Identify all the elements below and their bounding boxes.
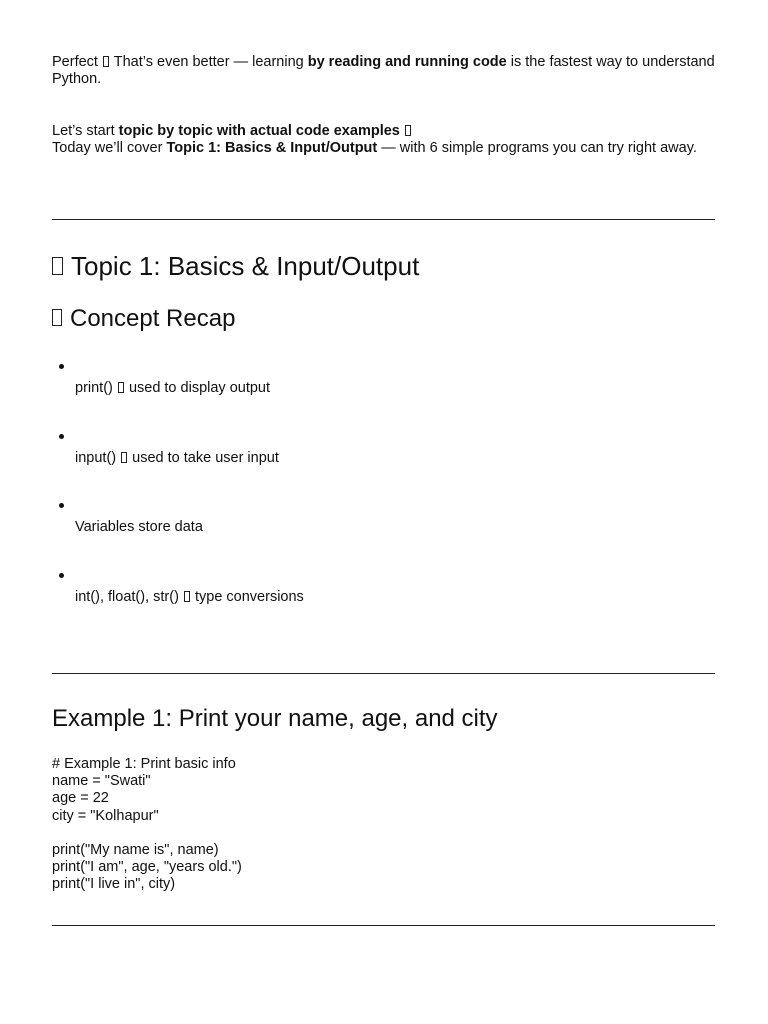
- code-line: city = "Kolhapur": [52, 807, 159, 824]
- list-item-text: [75, 380, 270, 397]
- list-item-desc: used to take user input: [132, 449, 279, 466]
- list-item-text: [75, 519, 203, 536]
- missing-glyph-icon: [52, 309, 62, 326]
- horizontal-divider: [52, 219, 715, 220]
- example-heading: Example 1: Print your name, age, and city: [52, 705, 498, 732]
- list-item-desc: used to display output: [128, 380, 271, 396]
- intro2-text-pre: Let’s start: [52, 123, 115, 139]
- intro-paragraph-2: [52, 123, 715, 157]
- intro-paragraph-1: [52, 54, 715, 88]
- intro3-text-pre: Today we’ll cover: [52, 140, 163, 156]
- concept-recap-heading-text: Concept Recap: [70, 305, 236, 332]
- missing-glyph-icon: [184, 591, 190, 602]
- missing-glyph-icon: [118, 382, 124, 393]
- missing-glyph-icon: [405, 125, 411, 136]
- intro3-text-post: — with 6 simple programs you can try right away.: [381, 140, 697, 156]
- code-line: print("I live in", city): [52, 876, 176, 893]
- list-item-text: [75, 589, 304, 606]
- code-line: print("My name is", name): [52, 842, 219, 859]
- list-item-text: [75, 450, 279, 467]
- missing-glyph-icon: [121, 452, 127, 463]
- list-item-code: print(): [75, 380, 113, 396]
- bullet-dot-icon: [59, 434, 64, 439]
- intro2-text-bold: topic by topic with actual code examples: [118, 123, 400, 139]
- code-line: # Example 1: Print basic info: [52, 756, 236, 772]
- missing-glyph-icon: [52, 257, 63, 275]
- horizontal-divider: [52, 673, 715, 674]
- bullet-dot-icon: [59, 364, 64, 369]
- horizontal-divider: [52, 925, 715, 926]
- code-line: name = "Swati": [52, 773, 151, 790]
- intro-text-post: is the fastest way to understand Python.: [52, 54, 715, 87]
- bullet-dot-icon: [59, 573, 64, 578]
- intro-text-bold: by reading and running code: [307, 54, 507, 70]
- topic-heading-text: Topic 1: Basics & Input/Output: [71, 251, 420, 281]
- missing-glyph-icon: [103, 56, 109, 67]
- intro-text-mid: That’s even better — learning: [113, 54, 304, 70]
- list-item-desc: type conversions: [194, 588, 304, 605]
- intro-text-pre: Perfect: [52, 54, 98, 70]
- code-block: [52, 756, 242, 894]
- concept-recap-heading: [52, 304, 235, 334]
- bullet-dot-icon: [59, 503, 64, 508]
- list-item-desc: Variables store data: [75, 519, 203, 535]
- code-line: age = 22: [52, 790, 109, 807]
- list-item-code: input(): [75, 449, 117, 466]
- topic-heading: [52, 250, 419, 282]
- intro3-text-bold: Topic 1: Basics & Input/Output: [166, 140, 378, 156]
- code-line: print("I am", age, "years old."): [52, 859, 242, 876]
- list-item-code: int(), float(), str(): [75, 588, 179, 605]
